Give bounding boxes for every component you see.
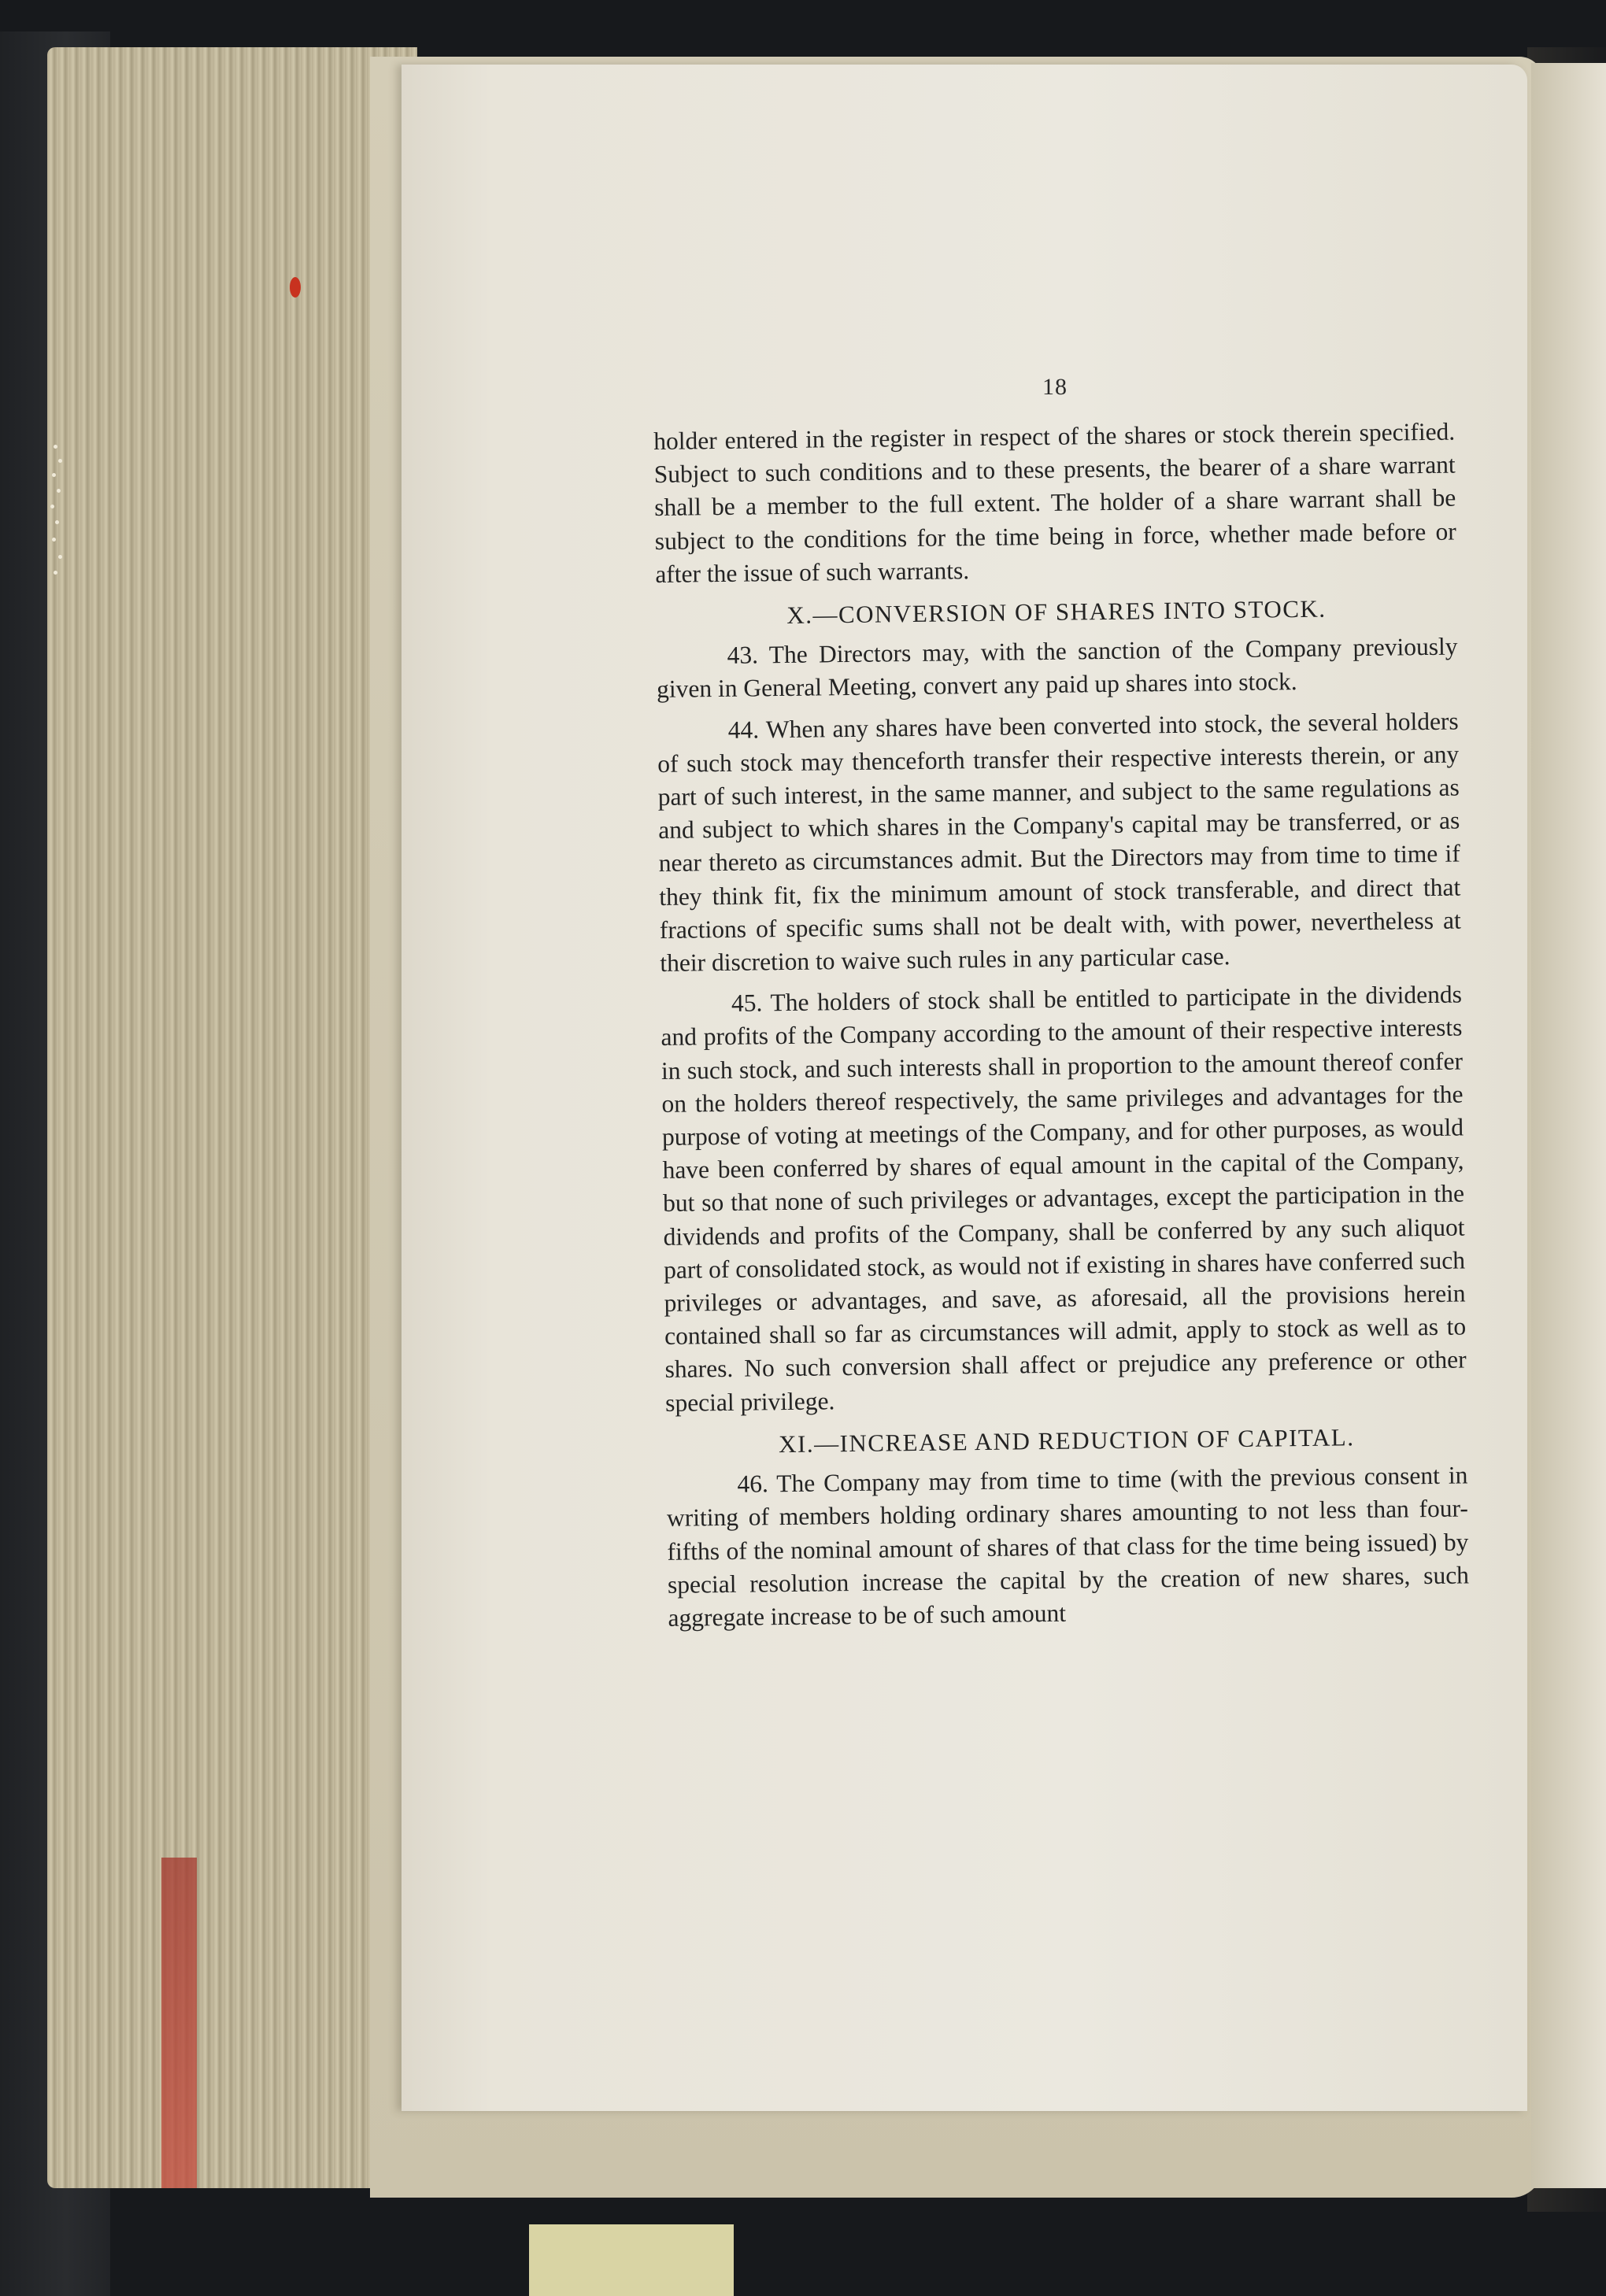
clause-43: 43. The Directors may, with the sanction of the Company previously given in General Meeting, convert any paid up shares into stock. bbox=[656, 632, 1458, 704]
red-page-marking bbox=[161, 1858, 197, 2188]
clause-46: 46. The Company may from time to time (with the previous consent in writing of members holding ordinary shares amounting to not less than four-fifths of the nominal amount of shares of that class for the time being issued) by special resolution increase the capital by the creation of new shares, such aggregate increase to be of such amount bbox=[666, 1461, 1470, 1632]
page-number: 18 bbox=[1042, 374, 1068, 400]
clause-45: 45. The holders of stock shall be entitled to participate in the dividends and profits of the Company according to the amount of their respective interests in such stock, and such interests shall in proportion to the amount thereof confer on the holders thereof respectively, the same privileges and advantages for the purpose of voting at meetings of the Company, and for other purposes, as would have been conferred by shares of equal amount in the capital of the Company, but so that none of such privileges or advantages, except the participation in the dividends and profits of the Company, shall be conferred by any such aliquot part of consolidated stock, as would not if existing in shares have conferred such privileges or advantages, and save, as aforesaid, all the provisions herein contained shall so far as circumstances will admit, apply to stock as well as to shares. No such conversion shall affect or prejudice any preference or other special privilege. bbox=[661, 980, 1467, 1417]
binding-holes bbox=[47, 445, 79, 586]
bookmark-tab bbox=[529, 2224, 734, 2296]
body-text bbox=[653, 416, 1470, 1643]
clause-44: 44. When any shares have been converted into stock, the several holders of such stock may thenceforth transfer their respective interests therein, or any part of such interest, in the same manner, and subject to the same regulations as and subject to which shares in the Company's capital may be transferred, or as near thereto as circumstances admit. But the Directors may from time to time if they think fit, fix the minimum amount of stock transferable, and direct that fractions of specific sums shall not be dealt with, with power, nevertheless at their discretion to waive such rules in any particular case. bbox=[657, 707, 1461, 977]
section-heading-xi: XI.—INCREASE AND REDUCTION OF CAPITAL. bbox=[778, 1423, 1355, 1459]
page-edges bbox=[47, 47, 417, 2188]
red-ink-spot bbox=[290, 277, 301, 298]
section-heading-x: X.—CONVERSION OF SHARES INTO STOCK. bbox=[786, 594, 1327, 629]
paragraph-opening: holder entered in the register in respect of the shares or stock therein specified. Subject to such conditions and to these presents, the bearer of a share warrant shall be a member to the full extent. The holder of a share warrant shall be subject to the conditions for the time being in force, whether made before or after the issue of such warrants. bbox=[653, 417, 1456, 588]
